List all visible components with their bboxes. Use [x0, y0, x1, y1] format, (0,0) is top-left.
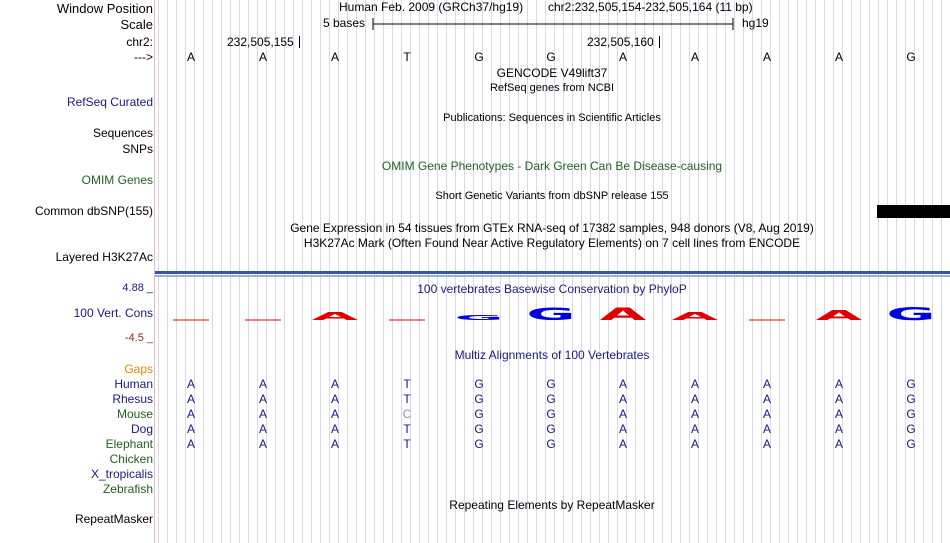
aligned-base: A: [618, 422, 628, 436]
gencode-track-title[interactable]: GENCODE V49lift37: [496, 66, 608, 80]
base-letter: A: [186, 50, 196, 64]
aligned-base: A: [762, 437, 772, 451]
scale-label: Scale: [120, 17, 153, 32]
aligned-base: A: [258, 392, 268, 406]
aligned-base: A: [762, 422, 772, 436]
aligned-base: A: [834, 437, 844, 451]
conservation-track-title[interactable]: 100 vertebrates Basewise Conservation by PhyloP: [417, 282, 687, 296]
snps-label[interactable]: SNPs: [122, 142, 153, 156]
base-letter: G: [474, 50, 484, 64]
conservation-logo-a: A: [599, 304, 647, 325]
aligned-base: G: [474, 407, 484, 421]
strand-arrow-label: --->: [134, 50, 153, 64]
aligned-base: C: [402, 407, 412, 421]
refseq-track-title[interactable]: RefSeq genes from NCBI: [489, 82, 615, 94]
conservation-logo-g: G: [886, 303, 936, 325]
aligned-base: G: [474, 422, 484, 436]
aligned-base: A: [330, 377, 340, 391]
base-letter: G: [546, 50, 556, 64]
repeatmasker-label[interactable]: RepeatMasker: [74, 512, 153, 526]
omim-genes-label[interactable]: OMIM Genes: [81, 173, 153, 187]
aligned-base: G: [546, 422, 556, 436]
aligned-base: A: [186, 407, 196, 421]
aligned-base: G: [906, 407, 916, 421]
aligned-base: A: [618, 377, 628, 391]
aligned-base: A: [762, 407, 772, 421]
aligned-base: A: [834, 377, 844, 391]
position-text: chr2:232,505,154-232,505,164 (11 bp): [548, 0, 753, 14]
aligned-base: A: [618, 392, 628, 406]
base-letter: A: [762, 50, 772, 64]
species-label[interactable]: Dog: [130, 422, 153, 436]
species-label[interactable]: Chicken: [109, 452, 153, 466]
species-label[interactable]: Elephant: [105, 437, 153, 451]
aligned-base: A: [834, 392, 844, 406]
ruler-tick-label: 232,505,160: [587, 35, 654, 49]
refseq-curated-label[interactable]: RefSeq Curated: [66, 95, 153, 109]
aligned-base: G: [906, 422, 916, 436]
aligned-base: G: [546, 407, 556, 421]
conservation-ymin-label: -4.5 _: [124, 332, 153, 344]
species-label[interactable]: Human: [114, 377, 153, 391]
aligned-base: A: [762, 392, 772, 406]
aligned-base: A: [186, 437, 196, 451]
layered-h3k27ac-label[interactable]: Layered H3K27Ac: [55, 250, 153, 264]
base-letter: A: [258, 50, 268, 64]
multiz-track-title[interactable]: Multiz Alignments of 100 Vertebrates: [454, 348, 650, 362]
conservation-label[interactable]: 100 Vert. Cons: [73, 306, 153, 320]
common-dbsnp-label[interactable]: Common dbSNP(155): [34, 204, 153, 218]
base-letter: T: [403, 50, 411, 64]
publications-track-title[interactable]: Publications: Sequences in Scientific Articles: [443, 112, 661, 124]
track-separator: [155, 271, 950, 274]
conservation-ymax-label: 4.88 _: [122, 282, 153, 294]
gaps-label[interactable]: Gaps: [124, 362, 153, 376]
aligned-base: G: [474, 392, 484, 406]
conservation-logo-a: A: [311, 310, 359, 323]
aligned-base: G: [546, 392, 556, 406]
conservation-logo-a: A: [671, 310, 719, 323]
sequences-label[interactable]: Sequences: [92, 126, 153, 140]
aligned-base: A: [186, 422, 196, 436]
base-letter: G: [906, 50, 916, 64]
track-separator: [155, 275, 950, 277]
aligned-base: T: [403, 392, 411, 406]
aligned-base: T: [403, 437, 411, 451]
species-label[interactable]: Rhesus: [112, 392, 153, 406]
assembly-text: Human Feb. 2009 (GRCh37/hg19): [339, 0, 524, 14]
aligned-base: A: [330, 392, 340, 406]
aligned-base: A: [258, 437, 268, 451]
dbsnp-track-title[interactable]: Short Genetic Variants from dbSNP release 155: [435, 190, 669, 202]
aligned-base: G: [906, 377, 916, 391]
aligned-base: A: [258, 407, 268, 421]
aligned-base: G: [474, 437, 484, 451]
ruler-tick-label: 232,505,155: [227, 35, 294, 49]
aligned-base: G: [906, 437, 916, 451]
aligned-base: A: [834, 407, 844, 421]
aligned-base: A: [690, 437, 700, 451]
base-letter: A: [834, 50, 844, 64]
aligned-base: G: [546, 437, 556, 451]
species-label[interactable]: Zebrafish: [102, 482, 153, 496]
aligned-base: A: [186, 392, 196, 406]
conservation-logo-a: A: [815, 308, 863, 324]
scale-bases-text: 5 bases: [323, 16, 366, 30]
species-label[interactable]: X_tropicalis: [90, 467, 153, 481]
db-name-text: hg19: [742, 16, 769, 30]
aligned-base: A: [834, 422, 844, 436]
aligned-base: G: [906, 392, 916, 406]
aligned-base: A: [690, 377, 700, 391]
aligned-base: T: [403, 377, 411, 391]
conservation-logo-g: G: [526, 304, 576, 325]
aligned-base: A: [330, 437, 340, 451]
aligned-base: A: [690, 407, 700, 421]
aligned-base: A: [330, 422, 340, 436]
aligned-base: A: [258, 422, 268, 436]
aligned-base: G: [546, 377, 556, 391]
aligned-base: A: [618, 437, 628, 451]
chrom-label: chr2:: [126, 35, 153, 49]
window-position-label: Window Position: [56, 1, 153, 16]
aligned-base: T: [403, 422, 411, 436]
gtex-track-title[interactable]: Gene Expression in 54 tissues from GTEx RNA-seq of 17382 samples, 948 donors (V8, Aug 2019): [290, 221, 814, 235]
aligned-base: A: [690, 422, 700, 436]
aligned-base: A: [762, 377, 772, 391]
aligned-base: A: [690, 392, 700, 406]
conservation-logo-g: G: [454, 313, 504, 322]
h3k27ac-track-title[interactable]: H3K27Ac Mark (Often Found Near Active Regulatory Elements) on 7 cell lines from ENCODE: [303, 236, 801, 250]
base-letter: A: [618, 50, 628, 64]
base-letter: A: [690, 50, 700, 64]
repeatmasker-track-title[interactable]: Repeating Elements by RepeatMasker: [449, 498, 655, 512]
aligned-base: A: [258, 377, 268, 391]
aligned-base: A: [618, 407, 628, 421]
base-letter: A: [330, 50, 340, 64]
aligned-base: A: [186, 377, 196, 391]
species-label[interactable]: Mouse: [116, 407, 153, 421]
aligned-base: A: [330, 407, 340, 421]
aligned-base: G: [474, 377, 484, 391]
dbsnp-variant-feature[interactable]: [877, 205, 950, 218]
omim-track-title[interactable]: OMIM Gene Phenotypes - Dark Green Can Be Disease-causing: [381, 159, 723, 173]
